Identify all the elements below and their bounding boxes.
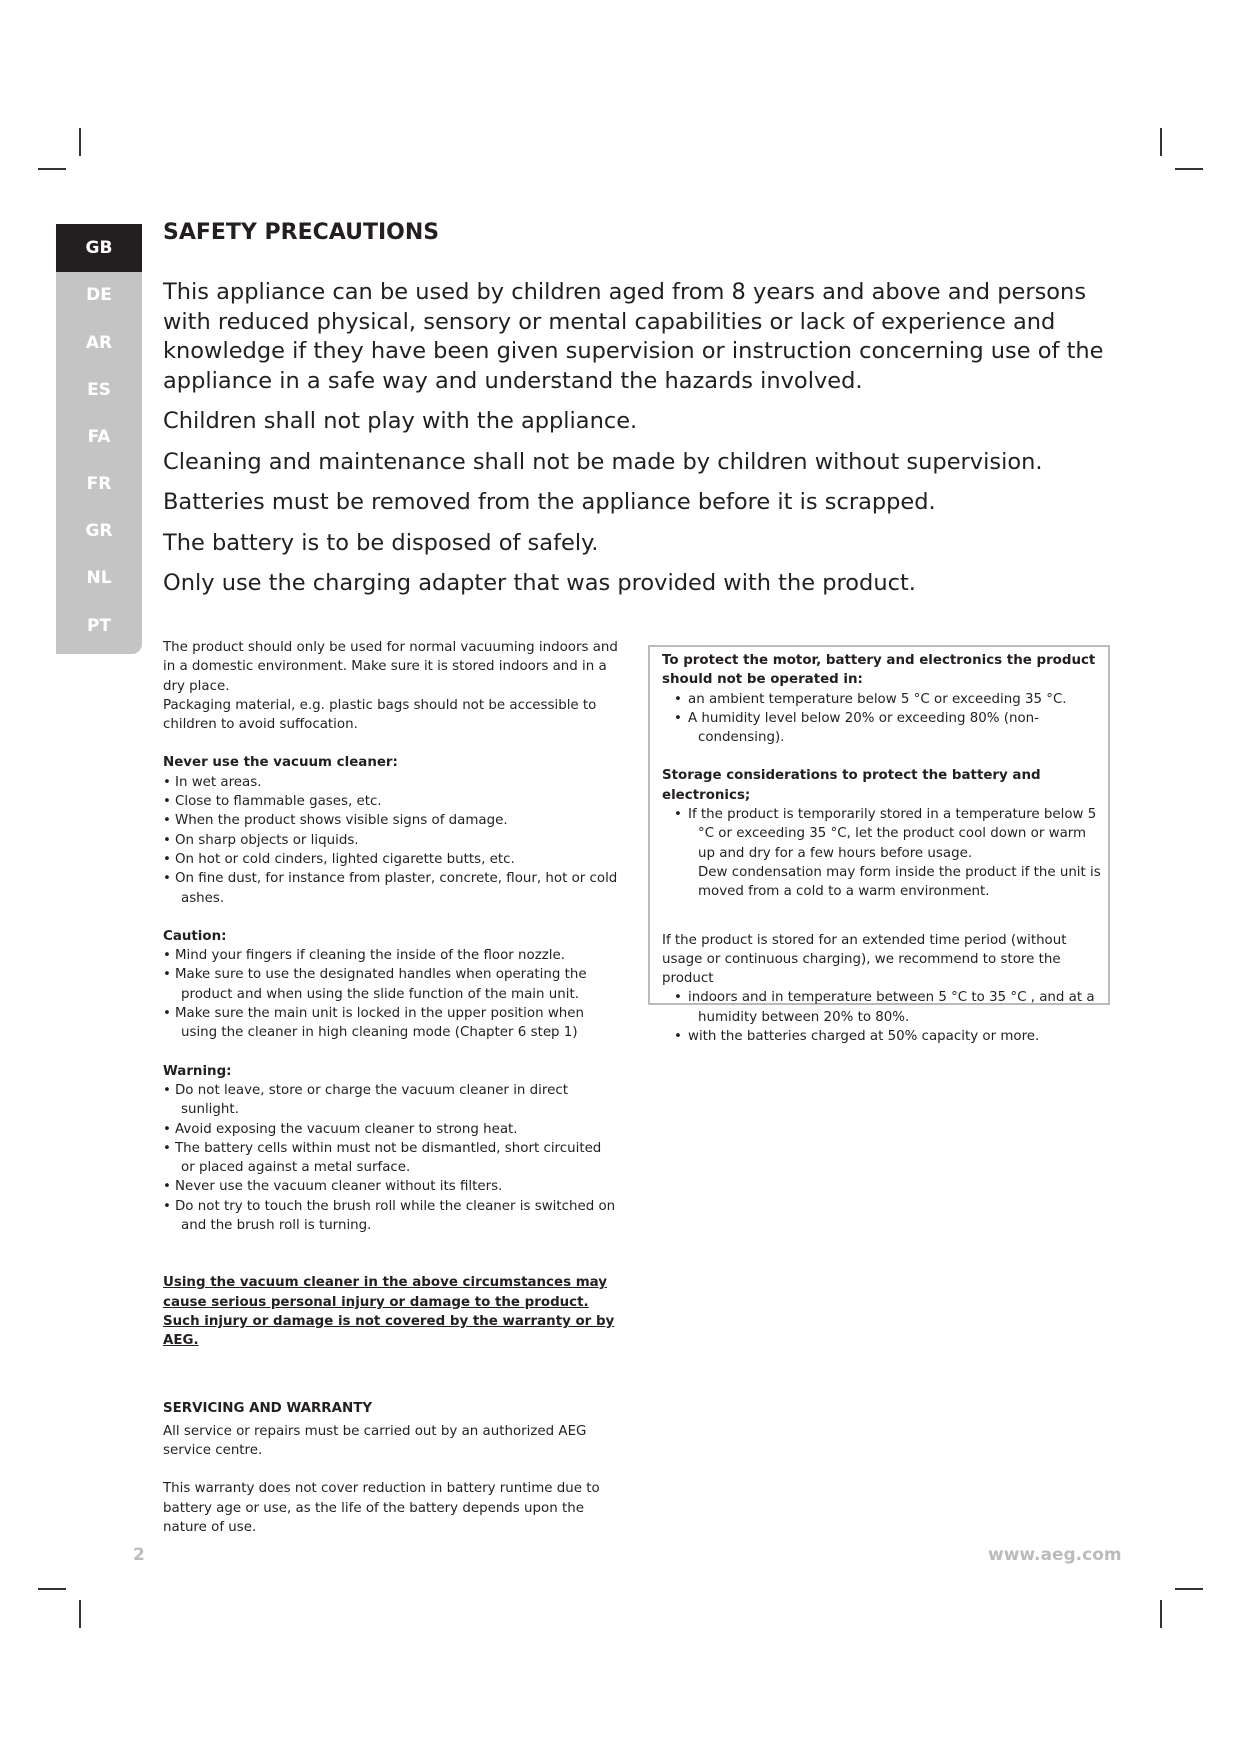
storage-list (662, 805, 1102, 863)
usage-paragraph: The product should only be used for normal vacuuming indoors and in a domestic environment. Make sure it is stored indoors and in a dry place. (163, 640, 618, 694)
packaging-paragraph: Packaging material, e.g. plastic bags should not be accessible to children to avoid suffocation. (163, 697, 597, 733)
intro-paragraph: Batteries must be removed from the appliance before it is scrapped. (163, 489, 936, 515)
warranty-warning: Using the vacuum cleaner in the above circumstances may cause serious personal injury or damage to the product. Such injury or damage is not covered by the warranty or by AEG. (163, 1275, 615, 1349)
list-item: • A humidity level below 20% or exceeding 80% (non-condensing). (662, 709, 1102, 748)
list-item: • an ambient temperature below 5 °C or exceeding 35 °C. (662, 690, 1102, 709)
condensation-note: Dew condensation may form inside the product if the unit is moved from a cold to a warm environment. (698, 864, 1101, 900)
never-heading: Never use the vacuum cleaner: (163, 755, 398, 771)
warning-heading: Warning: (163, 1063, 232, 1079)
crop-mark (38, 1588, 66, 1590)
list-item: • Never use the vacuum cleaner without its filters. (163, 1177, 619, 1196)
list-item: • When the product shows visible signs of damage. (163, 811, 619, 830)
storage-box (648, 645, 1110, 1045)
warning-list (163, 1081, 619, 1235)
intro-paragraph: Cleaning and maintenance shall not be made by children without supervision. (163, 448, 1043, 475)
tab-gb[interactable]: GB (56, 224, 142, 272)
service-paragraph: All service or repairs must be carried out by an authorized AEG service centre. (163, 1423, 587, 1459)
tab-ar[interactable]: AR (85, 333, 113, 353)
intro-paragraph: Only use the charging adapter that was provided with the product. (163, 570, 916, 596)
never-list (163, 773, 619, 908)
list-item: • Mind your fingers if cleaning the inside of the floor nozzle. (163, 946, 619, 965)
extended-storage-list (662, 988, 1102, 1046)
protect-heading: To protect the motor, battery and electronics the product should not be operated in: (662, 653, 1096, 688)
list-item: • Do not try to touch the brush roll while the cleaner is switched on and the brush roll is turning. (163, 1197, 619, 1236)
crop-mark (1160, 1600, 1162, 1628)
list-item: • In wet areas. (163, 773, 619, 792)
crop-mark (79, 128, 81, 156)
list-item: • On hot or cold cinders, lighted cigarette butts, etc. (163, 850, 619, 869)
page-number: 2 (133, 1545, 145, 1565)
list-item: • If the product is temporarily stored in a temperature below 5 °C or exceeding 35 °C, let the product cool down or warm up and dry for a few hours before usage. (662, 805, 1102, 863)
list-item: • On fine dust, for instance from plaster, concrete, flour, hot or cold ashes. (163, 869, 619, 908)
list-item: • Make sure to use the designated handles when operating the product and when using the slide function of the main unit. (163, 965, 619, 1004)
tab-fa[interactable]: FA (87, 427, 111, 447)
language-tabs (56, 224, 142, 654)
intro-paragraph: This appliance can be used by children aged from 8 years and above and persons with reduced physical, sensory or mental capabilities or lack of experience and knowledge if they have been given supervision or instruction concerning use of the appliance in a safe way and understand the hazards involved. (163, 279, 1104, 394)
website-url: www.aeg.com (988, 1545, 1122, 1565)
list-item: • The battery cells within must not be dismantled, short circuited or placed against a metal surface. (163, 1139, 619, 1178)
caution-heading: Caution: (163, 928, 227, 944)
crop-mark (79, 1600, 81, 1628)
page-title: SAFETY PRECAUTIONS (163, 220, 440, 245)
caution-list (163, 946, 619, 1042)
list-item: • Close to flammable gases, etc. (163, 792, 619, 811)
tab-gr[interactable]: GR (85, 521, 113, 541)
crop-mark (1175, 168, 1203, 170)
left-column (163, 638, 619, 1537)
crop-mark (1175, 1588, 1203, 1590)
intro-paragraph: Children shall not play with the appliance. (163, 408, 638, 434)
list-item: • indoors and in temperature between 5 °C to 35 °C , and at a humidity between 20% to 80%. (662, 988, 1102, 1027)
warranty-paragraph: This warranty does not cover reduction in battery runtime due to battery age or use, as the life of the battery depends upon the nature of use. (163, 1481, 600, 1535)
list-item: • Avoid exposing the vacuum cleaner to strong heat. (163, 1120, 619, 1139)
tab-es[interactable]: ES (87, 380, 111, 400)
intro-text (163, 278, 1123, 610)
extended-storage-intro: If the product is stored for an extended time period (without usage or continuous charging), we recommend to store the product (662, 932, 1067, 987)
list-item: • Make sure the main unit is locked in the upper position when using the cleaner in high cleaning mode (Chapter 6 step 1) (163, 1004, 619, 1043)
tab-de[interactable]: DE (86, 285, 112, 305)
list-item: • Do not leave, store or charge the vacuum cleaner in direct sunlight. (163, 1081, 619, 1120)
crop-mark (1160, 128, 1162, 156)
service-heading: SERVICING AND WARRANTY (163, 1400, 373, 1416)
tab-nl[interactable]: NL (86, 568, 112, 588)
tab-pt[interactable]: PT (86, 616, 112, 636)
storage-box-content (662, 651, 1102, 1046)
tab-fr[interactable]: FR (86, 474, 112, 494)
list-item: • On sharp objects or liquids. (163, 831, 619, 850)
list-item: • with the batteries charged at 50% capacity or more. (662, 1027, 1102, 1046)
intro-paragraph: The battery is to be disposed of safely. (163, 529, 599, 556)
storage-heading: Storage considerations to protect the battery and electronics; (662, 768, 1041, 803)
crop-mark (38, 168, 66, 170)
protect-list (662, 690, 1102, 748)
